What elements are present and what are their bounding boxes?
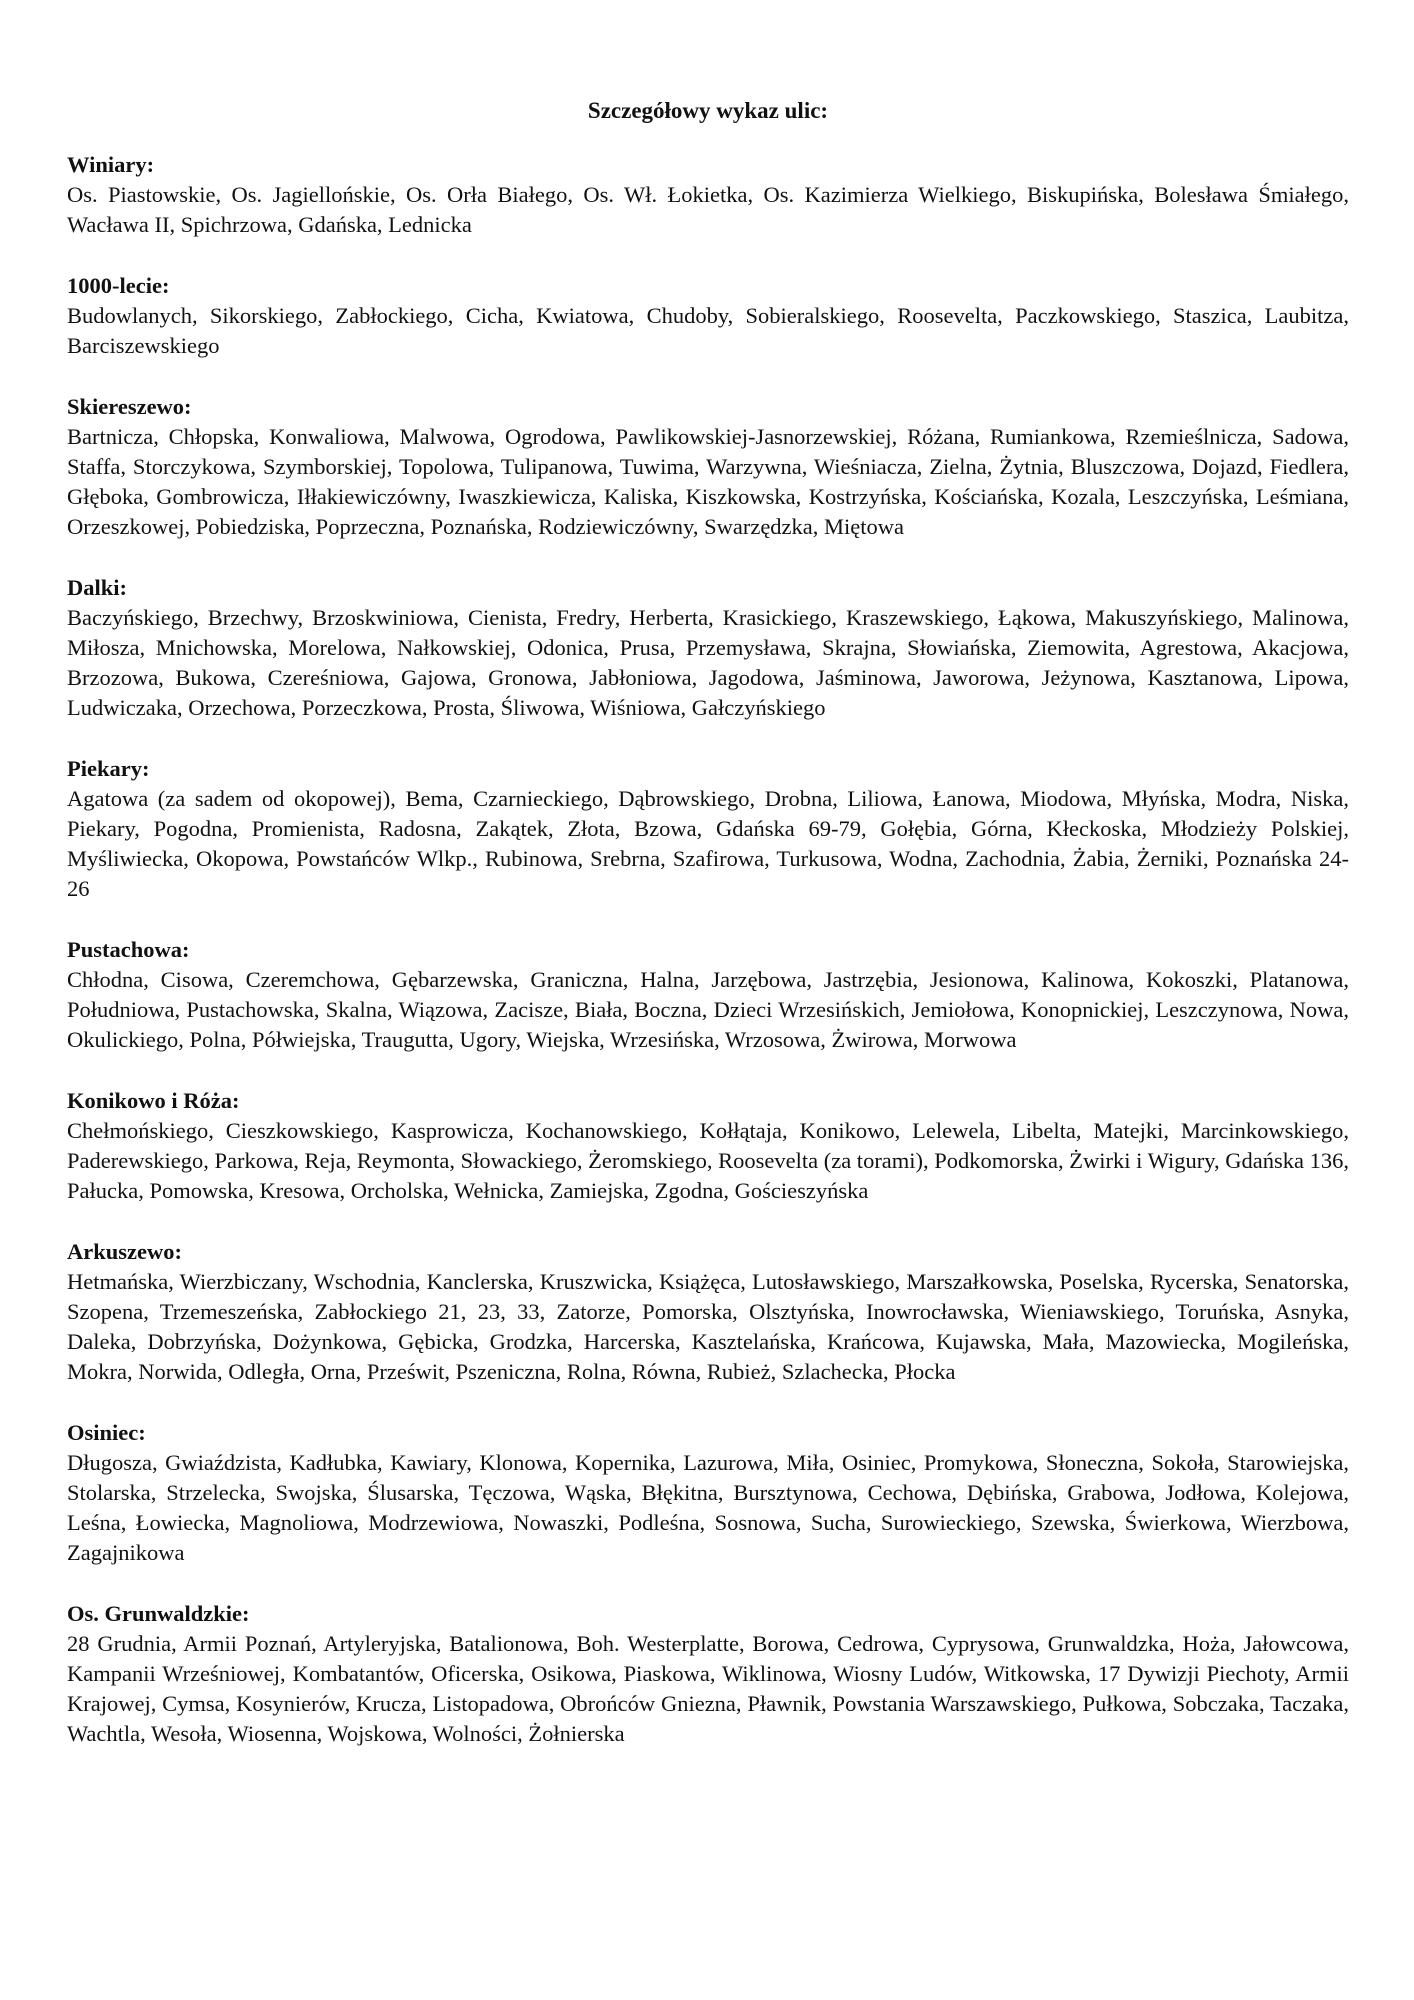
district-section-skiereszewo	[67, 392, 1349, 542]
document-page	[67, 96, 1349, 1780]
street-list: Bartnicza, Chłopska, Konwaliowa, Malwowa, Ogrodowa, Pawlikowskiej-Jasnorzewskiej, Różana, Rumiankowa, Rzemieślnicza, Sadowa, Staffa, Storczykowa, Szymborskiej, Topolowa, Tulipanowa, Tuwima, Warzywna, Wieśniacza, Zielna, Żytnia, Bluszczowa, Dojazd, Fiedlera, Głęboka, Gombrowicza, Iłłakiewiczówny, Iwaszkiewicza, Kaliska, Kiszkowska, Kostrzyńska, Kościańska, Kozala, Leszczyńska, Leśmiana, Orzeszkowej, Pobiedziska, Poprzeczna, Poznańska, Rodziewiczówny, Swarzędzka, Miętowa	[67, 424, 1349, 539]
district-heading: Skiereszewo:	[67, 394, 192, 419]
district-section-os-grunwaldzkie	[67, 1599, 1349, 1749]
district-section-arkuszewo	[67, 1237, 1349, 1387]
street-list: 28 Grudnia, Armii Poznań, Artyleryjska, Batalionowa, Boh. Westerplatte, Borowa, Cedrowa, Cyprysowa, Grunwaldzka, Hoża, Jałowcowa, Kampanii Wrześniowej, Kombatantów, Oficerska, Osikowa, Piaskowa, Wiklinowa, Wiosny Ludów, Witkowska, 17 Dywizji Piechoty, Armii Krajowej, Cymsa, Kosynierów, Krucza, Listopadowa, Obrońców Gniezna, Pławnik, Powstania Warszawskiego, Pułkowa, Sobczaka, Taczaka, Wachtla, Wesoła, Wiosenna, Wojskowa, Wolności, Żołnierska	[67, 1631, 1349, 1746]
street-list: Budowlanych, Sikorskiego, Zabłockiego, Cicha, Kwiatowa, Chudoby, Sobieralskiego, Roosevelta, Paczkowskiego, Staszica, Laubitza, Barciszewskiego	[67, 303, 1349, 358]
district-heading: Piekary:	[67, 756, 150, 781]
district-section-osiniec	[67, 1418, 1349, 1568]
document-title: Szczegółowy wykaz ulic:	[587, 98, 829, 123]
street-list: Baczyńskiego, Brzechwy, Brzoskwiniowa, Cienista, Fredry, Herberta, Krasickiego, Kraszewskiego, Łąkowa, Makuszyńskiego, Malinowa, Miłosza, Mnichowska, Morelowa, Nałkowskiej, Odonica, Prusa, Przemysława, Skrajna, Słowiańska, Ziemowita, Agrestowa, Akacjowa, Brzozowa, Bukowa, Czereśniowa, Gajowa, Gronowa, Jabłoniowa, Jagodowa, Jaśminowa, Jaworowa, Jeżynowa, Kasztanowa, Lipowa, Ludwiczaka, Orzechowa, Porzeczkowa, Prosta, Śliwowa, Wiśniowa, Gałczyńskiego	[67, 605, 1349, 720]
district-heading: Osiniec:	[67, 1420, 146, 1445]
district-section-piekary	[67, 754, 1349, 904]
district-heading: Winiary:	[67, 152, 155, 177]
street-list: Agatowa (za sadem od okopowej), Bema, Czarnieckiego, Dąbrowskiego, Drobna, Liliowa, Łanowa, Miodowa, Młyńska, Modra, Niska, Piekary, Pogodna, Promienista, Radosna, Zakątek, Złota, Bzowa, Gdańska 69-79, Gołębia, Górna, Kłeckoska, Młodzieży Polskiej, Myśliwiecka, Okopowa, Powstańców Wlkp., Rubinowa, Srebrna, Szafirowa, Turkusowa, Wodna, Zachodnia, Żabia, Żerniki, Poznańska 24-26	[67, 786, 1349, 901]
street-list: Chłodna, Cisowa, Czeremchowa, Gębarzewska, Graniczna, Halna, Jarzębowa, Jastrzębia, Jesionowa, Kalinowa, Kokoszki, Platanowa, Południowa, Pustachowska, Skalna, Wiązowa, Zacisze, Biała, Boczna, Dzieci Wrzesińskich, Jemiołowa, Konopnickiej, Leszczynowa, Nowa, Okulickiego, Polna, Półwiejska, Traugutta, Ugory, Wiejska, Wrzesińska, Wrzosowa, Żwirowa, Morwowa	[67, 967, 1349, 1052]
street-list: Os. Piastowskie, Os. Jagiellońskie, Os. Orła Białego, Os. Wł. Łokietka, Os. Kazimierza Wielkiego, Biskupińska, Bolesława Śmiałego, Wacława II, Spichrzowa, Gdańska, Lednicka	[67, 182, 1349, 237]
district-section-pustachowa	[67, 935, 1349, 1055]
street-list: Długosza, Gwiaździsta, Kadłubka, Kawiary, Klonowa, Kopernika, Lazurowa, Miła, Osiniec, Promykowa, Słoneczna, Sokoła, Starowiejska, Stolarska, Strzelecka, Swojska, Ślusarska, Tęczowa, Wąska, Błękitna, Bursztynowa, Cechowa, Dębińska, Grabowa, Jodłowa, Kolejowa, Leśna, Łowiecka, Magnoliowa, Modrzewiowa, Nowaszki, Podleśna, Sosnowa, Sucha, Surowieckiego, Szewska, Świerkowa, Wierzbowa, Zagajnikowa	[67, 1450, 1349, 1565]
district-section-1000-lecie	[67, 271, 1349, 361]
street-list: Chełmońskiego, Cieszkowskiego, Kasprowicza, Kochanowskiego, Kołłątaja, Konikowo, Lelewela, Libelta, Matejki, Marcinkowskiego, Paderewskiego, Parkowa, Reja, Reymonta, Słowackiego, Żeromskiego, Roosevelta (za torami), Podkomorska, Żwirki i Wigury, Gdańska 136, Pałucka, Pomowska, Kresowa, Orcholska, Wełnicka, Zamiejska, Zgodna, Gościeszyńska	[67, 1118, 1349, 1203]
district-heading: Arkuszewo:	[67, 1239, 182, 1264]
district-heading: Dalki:	[67, 575, 128, 600]
district-heading: Konikowo i Róża:	[67, 1088, 240, 1113]
district-section-konikowo-i-roza	[67, 1086, 1349, 1206]
district-section-winiary	[67, 150, 1349, 240]
district-heading: Pustachowa:	[67, 937, 190, 962]
district-heading: Os. Grunwaldzkie:	[67, 1601, 250, 1626]
district-heading: 1000-lecie:	[67, 273, 170, 298]
street-list: Hetmańska, Wierzbiczany, Wschodnia, Kanclerska, Kruszwicka, Książęca, Lutosławskiego, Marszałkowska, Poselska, Rycerska, Senatorska, Szopena, Trzemeszeńska, Zabłockiego 21, 23, 33, Zatorze, Pomorska, Olsztyńska, Inowrocławska, Wieniawskiego, Toruńska, Asnyka, Daleka, Dobrzyńska, Dożynkowa, Gębicka, Grodzka, Harcerska, Kasztelańska, Krańcowa, Kujawska, Mała, Mazowiecka, Mogileńska, Mokra, Norwida, Odległa, Orna, Prześwit, Pszeniczna, Rolna, Równa, Rubież, Szlachecka, Płocka	[67, 1269, 1349, 1384]
district-section-dalki	[67, 573, 1349, 723]
